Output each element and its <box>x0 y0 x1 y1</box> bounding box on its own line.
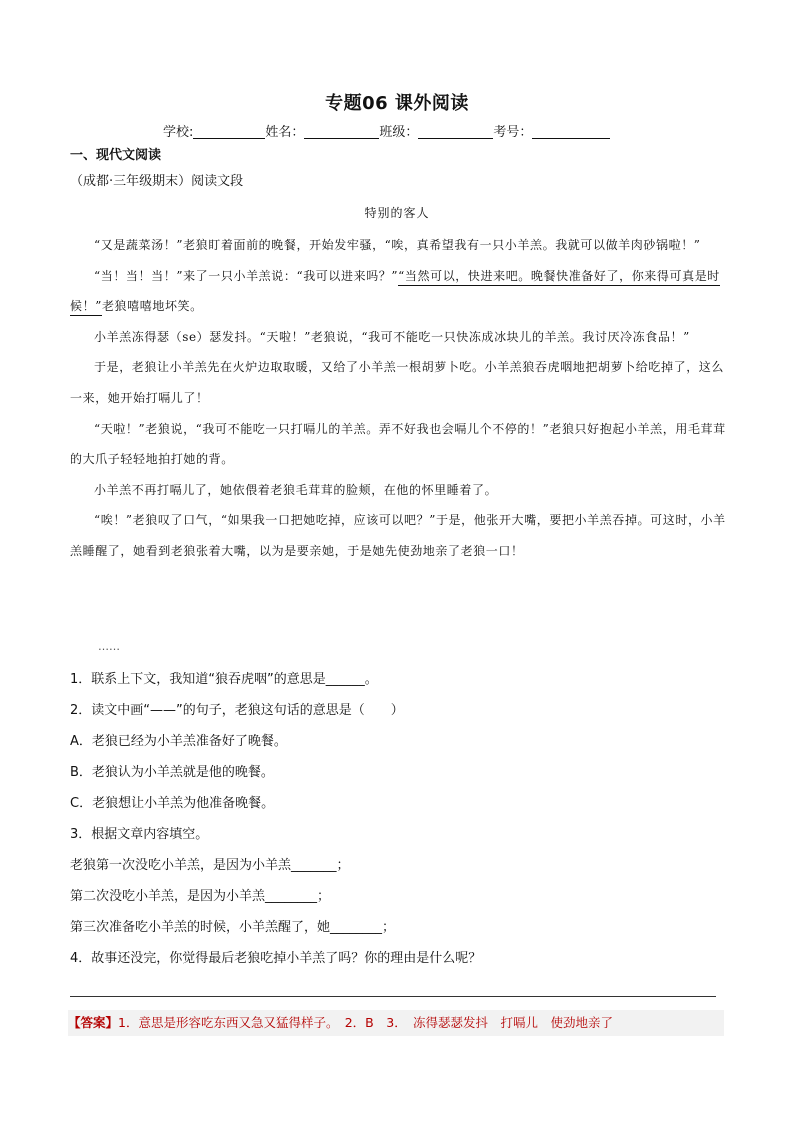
source-line: （成都·三年级期末）阅读文段 <box>70 174 244 189</box>
story-paragraph: “天啦！”老狼说，“我可不能吃一只打嗝儿的羊羔。弄不好我也会嗝儿个不停的！”老狼只好抱起小羊羔，用毛茸茸的大爪子轻轻地拍打她的背。 <box>70 421 726 467</box>
question-3-blank-3: 第三次准备吃小羊羔的时候，小羊羔醒了，她________； <box>70 920 396 935</box>
number-label: 考号： <box>493 125 533 140</box>
page-title: 专题06 课外阅读 <box>325 93 469 114</box>
question-4: 4．故事还没完，你觉得最后老狼吃掉小羊羔了吗？你的理由是什么呢？ <box>70 951 482 966</box>
story-paragraph: 于是，老狼让小羊羔先在火炉边取取暖，又给了小羊羔一根胡萝卜吃。小羊羔狼吞虎咽地把胡萝卜给吃掉了，这么一来，她开始打嗝儿了！ <box>70 360 725 405</box>
number-blank[interactable] <box>532 124 610 139</box>
story-body <box>70 230 736 567</box>
story-paragraph: 小羊羔冻得瑟（se）瑟发抖。“天啦！”老狼说，“我可不能吃一只快冻成冰块儿的羊羔。我讨厌冷冻食品！” <box>94 329 690 344</box>
story-paragraph <box>70 261 736 322</box>
answer-bar <box>68 1010 724 1036</box>
student-info-line <box>163 121 643 141</box>
story-title: 特别的客人 <box>364 206 430 220</box>
question-2-option-c: C．老狼想让小羊羔为他准备晚餐。 <box>70 796 275 811</box>
story-paragraph: “唉！”老狼叹了口气，“如果我一口把她吃掉，应该可以吧？”于是，他张开大嘴，要把小羊羔吞掉。可这时，小羊羔睡醒了，她看到老狼张着大嘴，以为是要亲她，于是她先使劲地亲了老狼一口！ <box>70 513 726 558</box>
section-heading: 一、现代文阅读 <box>70 148 162 163</box>
answer-tag: 【答案】 <box>68 1015 119 1030</box>
answer-text: 1．意思是形容吃东西又急又猛得样子。 2．B 3． 冻得瑟瑟发抖 打嗝儿 使劲地亲了 <box>118 1015 613 1030</box>
question-2: 2．读文中画“——”的句子，老狼这句话的意思是（ ） <box>70 703 404 718</box>
story-text: “当！当！当！”来了一只小羊羔说：“我可以进来吗？” <box>94 268 399 283</box>
answer-divider <box>70 996 716 997</box>
school-label: 学校: <box>163 125 194 140</box>
question-2-option-a: A．老狼已经为小羊羔准备好了晚餐。 <box>70 734 287 749</box>
question-2-option-b: B．老狼认为小羊羔就是他的晚餐。 <box>70 765 274 780</box>
class-blank[interactable] <box>418 124 493 139</box>
underlined-sentence: “当然可以，快进来吧。晚餐快准备好了，你来得可真是时候！” <box>70 269 720 317</box>
name-blank[interactable] <box>304 124 379 139</box>
question-1: 1．联系上下文，我知道“狼吞虎咽”的意思是______。 <box>70 672 378 687</box>
class-label: 班级： <box>379 125 419 140</box>
question-list <box>70 664 736 974</box>
story-text: 老狼嘻嘻地坏笑。 <box>101 299 203 314</box>
story-paragraph: 小羊羔不再打嗝儿了，她依偎着老狼毛茸茸的脸颊，在他的怀里睡着了。 <box>94 482 498 497</box>
question-3: 3．根据文章内容填空。 <box>70 827 209 842</box>
school-blank[interactable] <box>193 124 265 139</box>
question-3-blank-2: 第二次没吃小羊羔，是因为小羊羔________； <box>70 889 331 904</box>
story-ellipsis: …… <box>98 640 120 653</box>
name-label: 姓名： <box>265 125 305 140</box>
story-paragraph: “又是蔬菜汤！”老狼盯着面前的晚餐，开始发牢骚，“唉，真希望我有一只小羊羔。我就可以做羊肉砂锅啦！” <box>94 238 701 252</box>
question-3-blank-1: 老狼第一次没吃小羊羔，是因为小羊羔_______； <box>70 858 350 873</box>
